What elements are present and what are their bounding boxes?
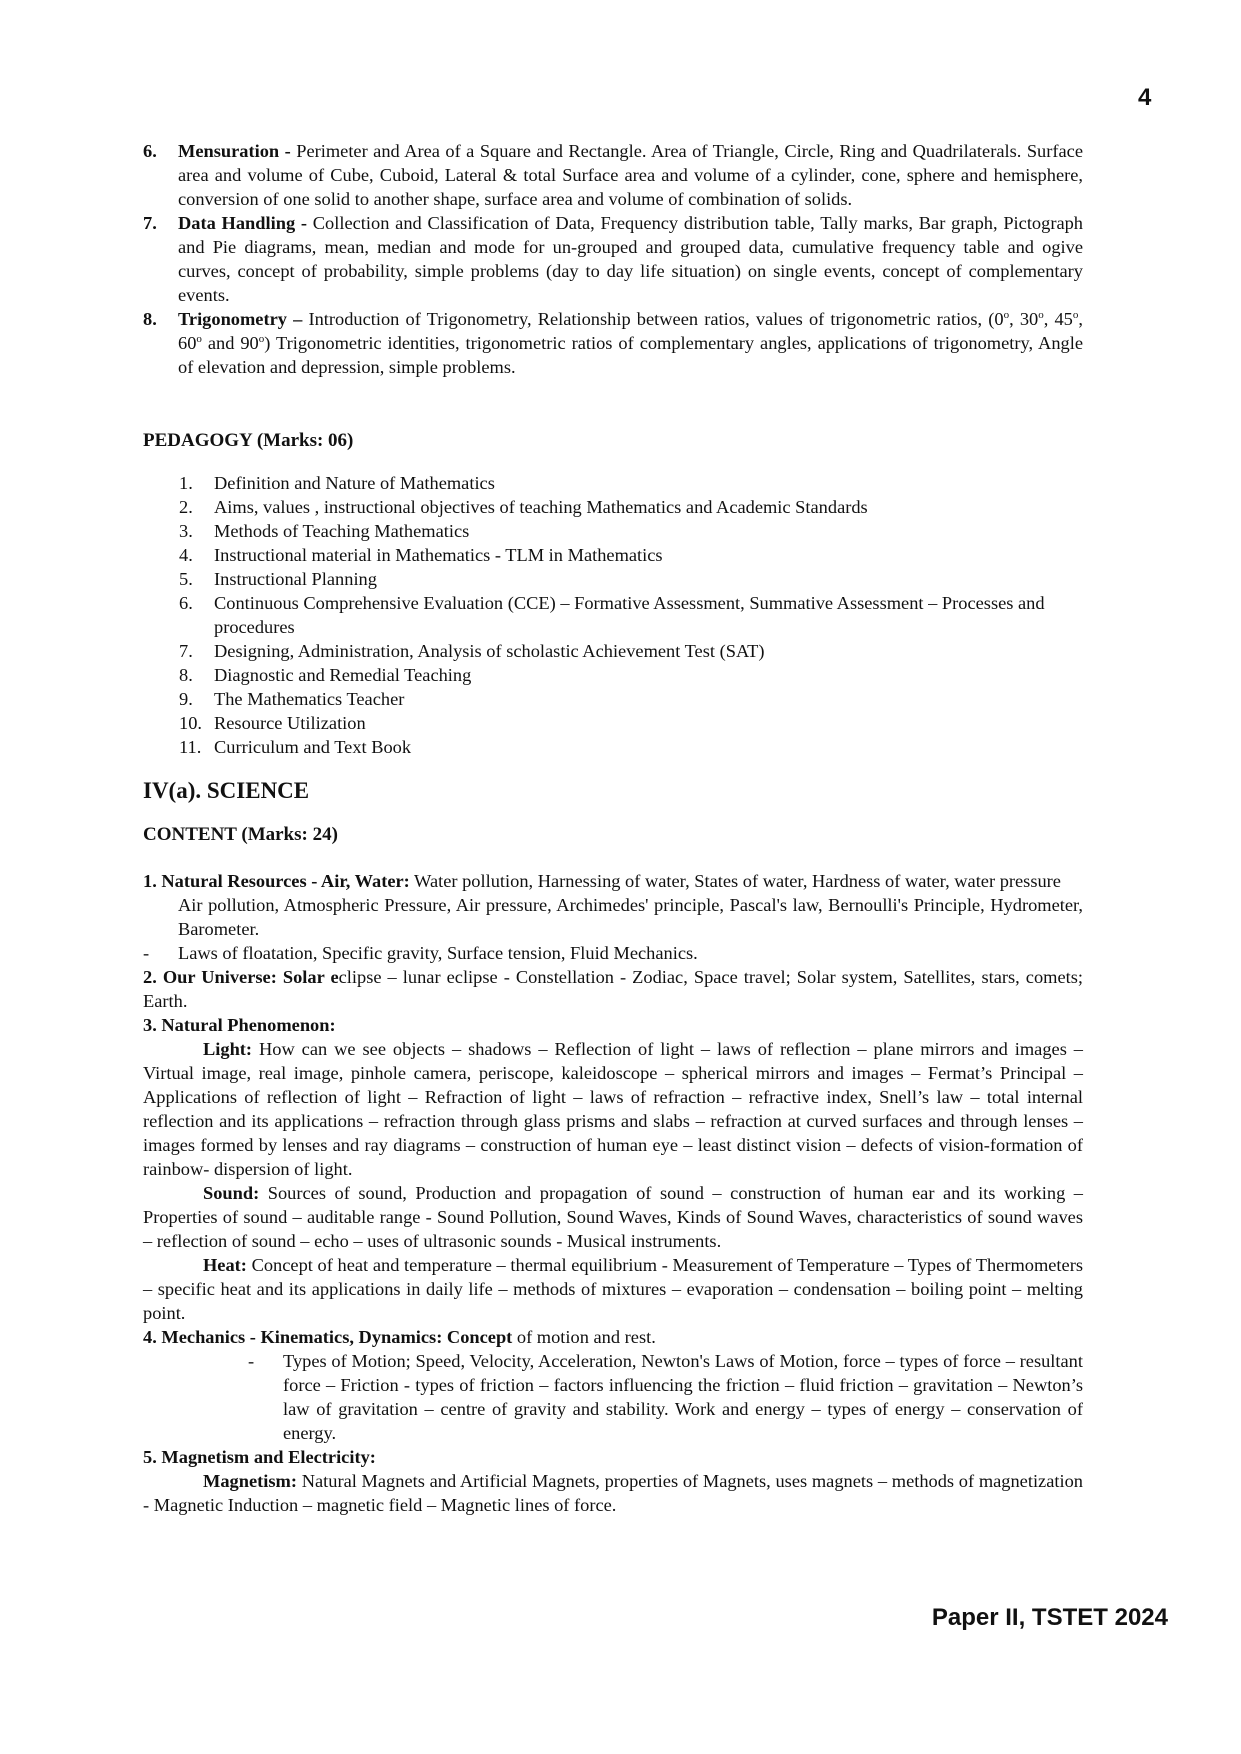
item-number: 3. xyxy=(179,521,193,541)
item-number: 9. xyxy=(179,689,193,709)
item-number: 4. xyxy=(179,545,193,565)
dash-bullet: - xyxy=(143,943,150,963)
maths-topic-data-handling xyxy=(143,211,1083,307)
topic-title: Data Handling - xyxy=(178,213,308,233)
topic-number: 8. xyxy=(143,309,157,329)
section-natural-phenomenon xyxy=(143,1013,1083,1037)
topic-number: 7. xyxy=(143,213,157,233)
list-item xyxy=(179,639,1083,663)
section-mechanics xyxy=(143,1325,1083,1349)
degree-sign: o xyxy=(1072,308,1079,321)
item-text: Instructional material in Mathematics - TLM in Mathematics xyxy=(214,545,663,565)
item-text: Laws of floatation, Specific gravity, Surface tension, Fluid Mechanics. xyxy=(178,943,698,963)
section-magnetism xyxy=(143,1445,1083,1469)
section-natural-resources xyxy=(143,869,1083,893)
floatation-item xyxy=(143,941,1083,965)
sound-paragraph xyxy=(143,1181,1083,1253)
topic-title: Mensuration - xyxy=(178,141,291,161)
degree-sign: o xyxy=(258,332,265,345)
page-footer: Paper II, TSTET 2024 xyxy=(931,1604,1168,1631)
mechanics-item xyxy=(143,1349,1083,1445)
section-title: 5. Magnetism and Electricity: xyxy=(143,1447,376,1467)
item-text: Aims, values , instructional objectives of teaching Mathematics and Academic Standards xyxy=(214,497,868,517)
item-number: 10. xyxy=(179,713,202,733)
section-our-universe xyxy=(143,965,1083,1013)
pedagogy-list xyxy=(179,471,1083,759)
maths-topic-mensuration xyxy=(143,139,1083,211)
maths-topic-trigonometry xyxy=(143,307,1083,379)
list-item xyxy=(179,687,1083,711)
topic-text: Collection and Classification of Data, Frequency distribution table, Tally marks, Bar graph, Pictograph and Pie diagrams, mean, median and mode for un-grouped and grouped data, cumulative frequency table and ogive curves, concept of probability, simple problems (day to day life situation) on single events, concept of complementary events. xyxy=(178,213,1083,305)
topic-title: Trigonometry – xyxy=(178,309,303,329)
item-number: 7. xyxy=(179,641,193,661)
degree-sign: o xyxy=(196,332,202,345)
item-number: 5. xyxy=(179,569,193,589)
page-number: 4 xyxy=(1138,84,1152,111)
subsection-text: Concept of heat and temperature – thermal equilibrium - Measurement of Temperature – Types of Thermometers – specific heat and its applications in daily life – methods of mixtures – evaporation – condensation – boiling point – melting point. xyxy=(143,1255,1083,1323)
item-number: 11. xyxy=(179,737,202,757)
dash-bullet: - xyxy=(248,1351,255,1371)
degree-sign: o xyxy=(1038,308,1044,321)
topic-number: 6. xyxy=(143,141,157,161)
page-content xyxy=(143,139,1083,1517)
list-item xyxy=(179,495,1083,519)
section-title: 1. Natural Resources - Air, Water: xyxy=(143,871,410,891)
subsection-text: How can we see objects – shadows – Reflection of light – laws of reflection – plane mirrors and images – Virtual image, real image, pinhole camera, periscope, kaleidoscope – spherical mirrors and images – Fermat’s Principal – Applications of reflection of light – Refraction of light – laws of refraction – refractive index, Snell’s law – total internal reflection and its applications – refraction through glass prisms and slabs – refraction at curved surfaces and through lenses – images formed by lenses and ray diagrams – construction of human eye – least distinct vision – defects of vision-formation of rainbow- dispersion of light. xyxy=(143,1039,1083,1179)
magnetism-paragraph xyxy=(143,1469,1083,1517)
topic-text: Perimeter and Area of a Square and Rectangle. Area of Triangle, Circle, Ring and Quadrilaterals. Surface area and volume of Cube, Cuboid, Lateral & total Surface area and volume of a cylinder, cone, sphere and hemisphere, conversion of one solid to another shape, surface area and volume of combination of solids. xyxy=(178,141,1083,209)
item-text: Continuous Comprehensive Evaluation (CCE) – Formative Assessment, Summative Assessment – Processes and procedures xyxy=(214,593,1045,637)
content-heading: CONTENT (Marks: 24) xyxy=(143,824,338,845)
topic-text: and 90 xyxy=(201,333,259,353)
pedagogy-heading: PEDAGOGY (Marks: 06) xyxy=(143,430,354,451)
item-text: Instructional Planning xyxy=(214,569,377,589)
subsection-title: Light: xyxy=(203,1039,253,1059)
list-item xyxy=(179,711,1083,735)
subsection-text: Natural Magnets and Artificial Magnets, properties of Magnets, uses magnets – methods of magnetization - Magnetic Induction – magnetic field – Magnetic lines of force. xyxy=(143,1471,1083,1515)
item-text: Diagnostic and Remedial Teaching xyxy=(214,665,472,685)
item-text: The Mathematics Teacher xyxy=(214,689,405,709)
list-item xyxy=(179,519,1083,543)
section-title: 4. Mechanics - Kinematics, Dynamics: Concept xyxy=(143,1327,513,1347)
topic-text: Introduction of Trigonometry, Relationship between ratios, values of trigonometric ratios, (0 xyxy=(302,309,1004,329)
air-paragraph: Air pollution, Atmospheric Pressure, Air pressure, Archimedes' principle, Pascal's law, Bernoulli's Principle, Hydrometer, Barometer. xyxy=(178,895,1083,939)
section-title: 3. Natural Phenomenon: xyxy=(143,1015,336,1035)
topic-text: , 60 xyxy=(178,309,1083,353)
list-item xyxy=(179,567,1083,591)
section-text: Water pollution, Harnessing of water, States of water, Hardness of water, water pressure xyxy=(409,871,1061,891)
item-text: Types of Motion; Speed, Velocity, Acceleration, Newton's Laws of Motion, force – types of force – resultant force – Friction - types of friction – factors influencing the friction – fluid friction – gravitation – Newton’s law of gravitation – centre of gravity and stability. Work and energy – types of energy – conservation of energy. xyxy=(283,1351,1083,1443)
science-heading: IV(a). SCIENCE xyxy=(143,778,310,803)
topic-text: , 45 xyxy=(1043,309,1073,329)
item-number: 6. xyxy=(179,593,193,613)
topic-text: , 30 xyxy=(1009,309,1039,329)
item-number: 8. xyxy=(179,665,193,685)
section-title: 2. Our Universe: Solar e xyxy=(143,967,339,987)
subsection-title: Sound: xyxy=(203,1183,260,1203)
list-item xyxy=(179,543,1083,567)
item-text: Curriculum and Text Book xyxy=(214,737,412,757)
item-text: Designing, Administration, Analysis of scholastic Achievement Test (SAT) xyxy=(214,641,765,661)
heat-paragraph xyxy=(143,1253,1083,1325)
section-text: clipse – lunar eclipse - Constellation - Zodiac, Space travel; Solar system, Satellites, stars, comets; Earth. xyxy=(143,967,1083,1011)
topic-text: ) Trigonometric identities, trigonometric ratios of complementary angles, applications of trigonometry, Angle of elevation and depression, simple problems. xyxy=(178,333,1083,377)
subsection-text: Sources of sound, Production and propagation of sound – construction of human ear and its working – Properties of sound – auditable range - Sound Pollution, Sound Waves, Kinds of Sound Waves, characteristics of sound waves – reflection of sound – echo – uses of ultrasonic sounds - Musical instruments. xyxy=(143,1183,1083,1251)
item-text: Methods of Teaching Mathematics xyxy=(214,521,470,541)
subsection-title: Heat: xyxy=(203,1255,247,1275)
light-paragraph xyxy=(143,1037,1083,1181)
degree-sign: o xyxy=(1003,308,1010,321)
list-item xyxy=(179,663,1083,687)
list-item xyxy=(179,471,1083,495)
item-number: 2. xyxy=(179,497,193,517)
item-text: Resource Utilization xyxy=(214,713,366,733)
item-text: Definition and Nature of Mathematics xyxy=(214,473,495,493)
list-item xyxy=(179,591,1083,639)
section-text: of motion and rest. xyxy=(512,1327,656,1347)
subsection-title: Magnetism: xyxy=(203,1471,297,1491)
item-number: 1. xyxy=(179,473,193,493)
list-item xyxy=(179,735,1083,759)
